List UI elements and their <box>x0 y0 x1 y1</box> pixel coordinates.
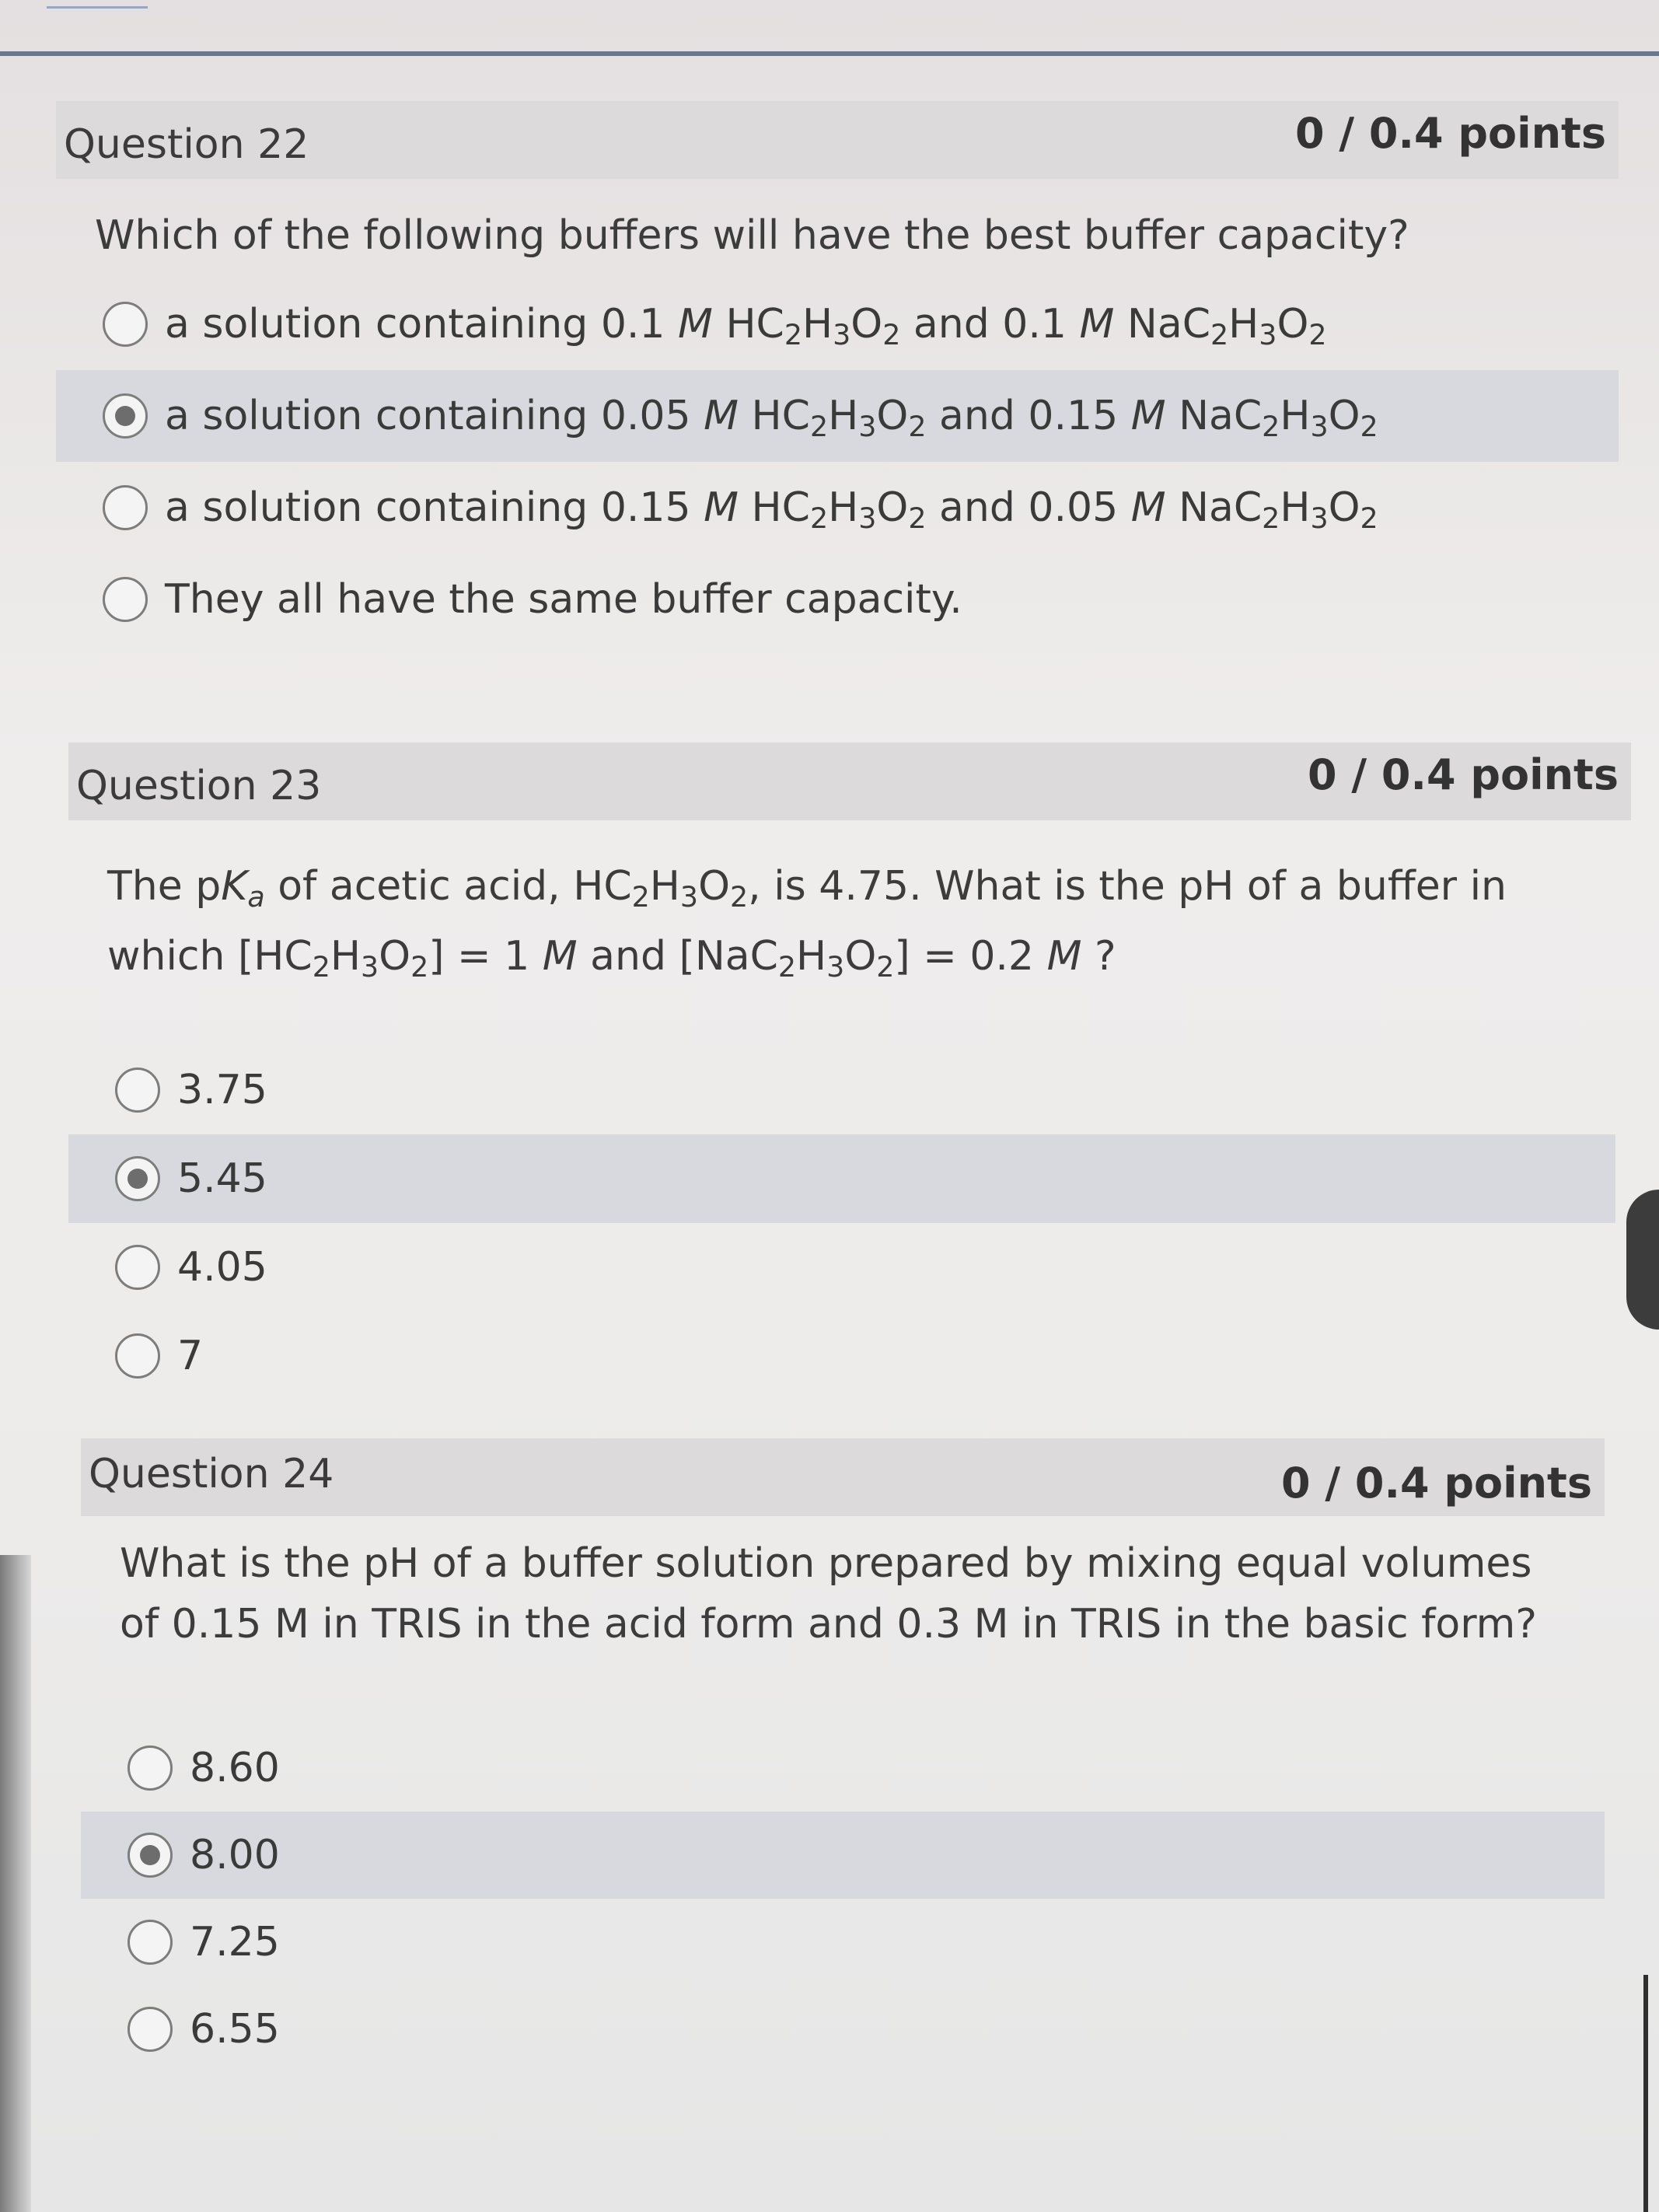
answer-option[interactable] <box>68 1223 1615 1312</box>
question-24 <box>81 1438 1605 2073</box>
question-23 <box>68 743 1631 1400</box>
option-label: 4.05 <box>177 1244 267 1291</box>
screen-edge-shadow <box>1626 1190 1659 1330</box>
answer-option[interactable] <box>68 1312 1615 1400</box>
question-points: 0 / 0.4 points <box>1307 750 1619 799</box>
top-divider <box>0 51 1659 56</box>
answer-option-selected[interactable] <box>68 1134 1615 1223</box>
radio-button-checked[interactable] <box>115 1156 160 1201</box>
radio-button[interactable] <box>115 1333 160 1379</box>
question-title: Question 22 <box>64 121 309 168</box>
radio-button[interactable] <box>103 577 148 622</box>
prompt-line-2: which $[HC_2H_3O_2] = 1$ M and $[NaC_2H_3O_2] = 0.2$ M ? <box>107 933 1116 984</box>
option-label: 5.45 <box>177 1155 267 1202</box>
screen-left-edge <box>0 1555 31 2212</box>
radio-button-checked[interactable] <box>127 1833 173 1878</box>
answer-option[interactable] <box>81 1899 1605 1986</box>
question-prompt: What is the pH of a buffer solution prepared by mixing equal volumes of 0.15 M in TRIS in the acid form and 0.3 M in TRIS in the basic form? <box>120 1540 1537 1648</box>
option-label: 3.75 <box>177 1067 267 1113</box>
answer-option[interactable] <box>56 278 1619 370</box>
option-label: They all have the same buffer capacity. <box>165 576 962 623</box>
radio-button-checked[interactable] <box>103 393 148 439</box>
question-header <box>56 101 1619 179</box>
radio-button[interactable] <box>115 1245 160 1290</box>
answer-option-selected[interactable] <box>81 1812 1605 1899</box>
radio-button[interactable] <box>115 1068 160 1113</box>
option-label: 8.00 <box>190 1832 280 1878</box>
answer-option[interactable] <box>81 1986 1605 2073</box>
option-label: a solution containing 0.1 M $HC_2H_3O_2$ and 0.1 M $NaC_2H_3O_2$ <box>165 301 1327 352</box>
radio-button[interactable] <box>127 2007 173 2052</box>
question-header <box>81 1438 1605 1516</box>
option-label: 8.60 <box>190 1745 280 1791</box>
answer-options <box>81 1725 1605 2073</box>
radio-button[interactable] <box>127 1745 173 1791</box>
answer-options <box>68 1046 1615 1400</box>
question-title: Question 23 <box>76 763 322 809</box>
option-label: 6.55 <box>190 2006 280 2053</box>
answer-option[interactable] <box>56 462 1619 554</box>
option-label: a solution containing 0.15 M $HC_2H_3O_2$ and 0.05 M $NaC_2H_3O_2$ <box>165 484 1378 536</box>
question-points: 0 / 0.4 points <box>1280 1459 1592 1508</box>
answer-option[interactable] <box>81 1725 1605 1812</box>
answer-option[interactable] <box>68 1046 1615 1134</box>
question-points: 0 / 0.4 points <box>1294 109 1606 158</box>
top-back-link-stub <box>47 0 148 9</box>
answer-option-selected[interactable] <box>56 370 1619 462</box>
prompt-line-1: The $pK_a$ of acetic acid, $HC_2H_3O_2$, is 4.75. What is the pH of a buffer in <box>107 863 1507 914</box>
answer-options <box>56 278 1619 645</box>
question-title: Question 24 <box>89 1451 334 1497</box>
radio-button[interactable] <box>103 485 148 530</box>
option-label: 7.25 <box>190 1919 280 1966</box>
radio-button[interactable] <box>103 302 148 347</box>
answer-option[interactable] <box>56 554 1619 645</box>
option-label: a solution containing 0.05 M $HC_2H_3O_2$ and 0.15 M $NaC_2H_3O_2$ <box>165 393 1378 444</box>
option-label: 7 <box>177 1333 204 1379</box>
question-prompt <box>107 851 1584 991</box>
screen-edge-line <box>1643 1975 1648 2212</box>
question-header <box>68 743 1631 820</box>
question-prompt: Which of the following buffers will have the best buffer capacity? <box>95 212 1409 259</box>
question-22 <box>56 101 1619 645</box>
radio-button[interactable] <box>127 1920 173 1965</box>
